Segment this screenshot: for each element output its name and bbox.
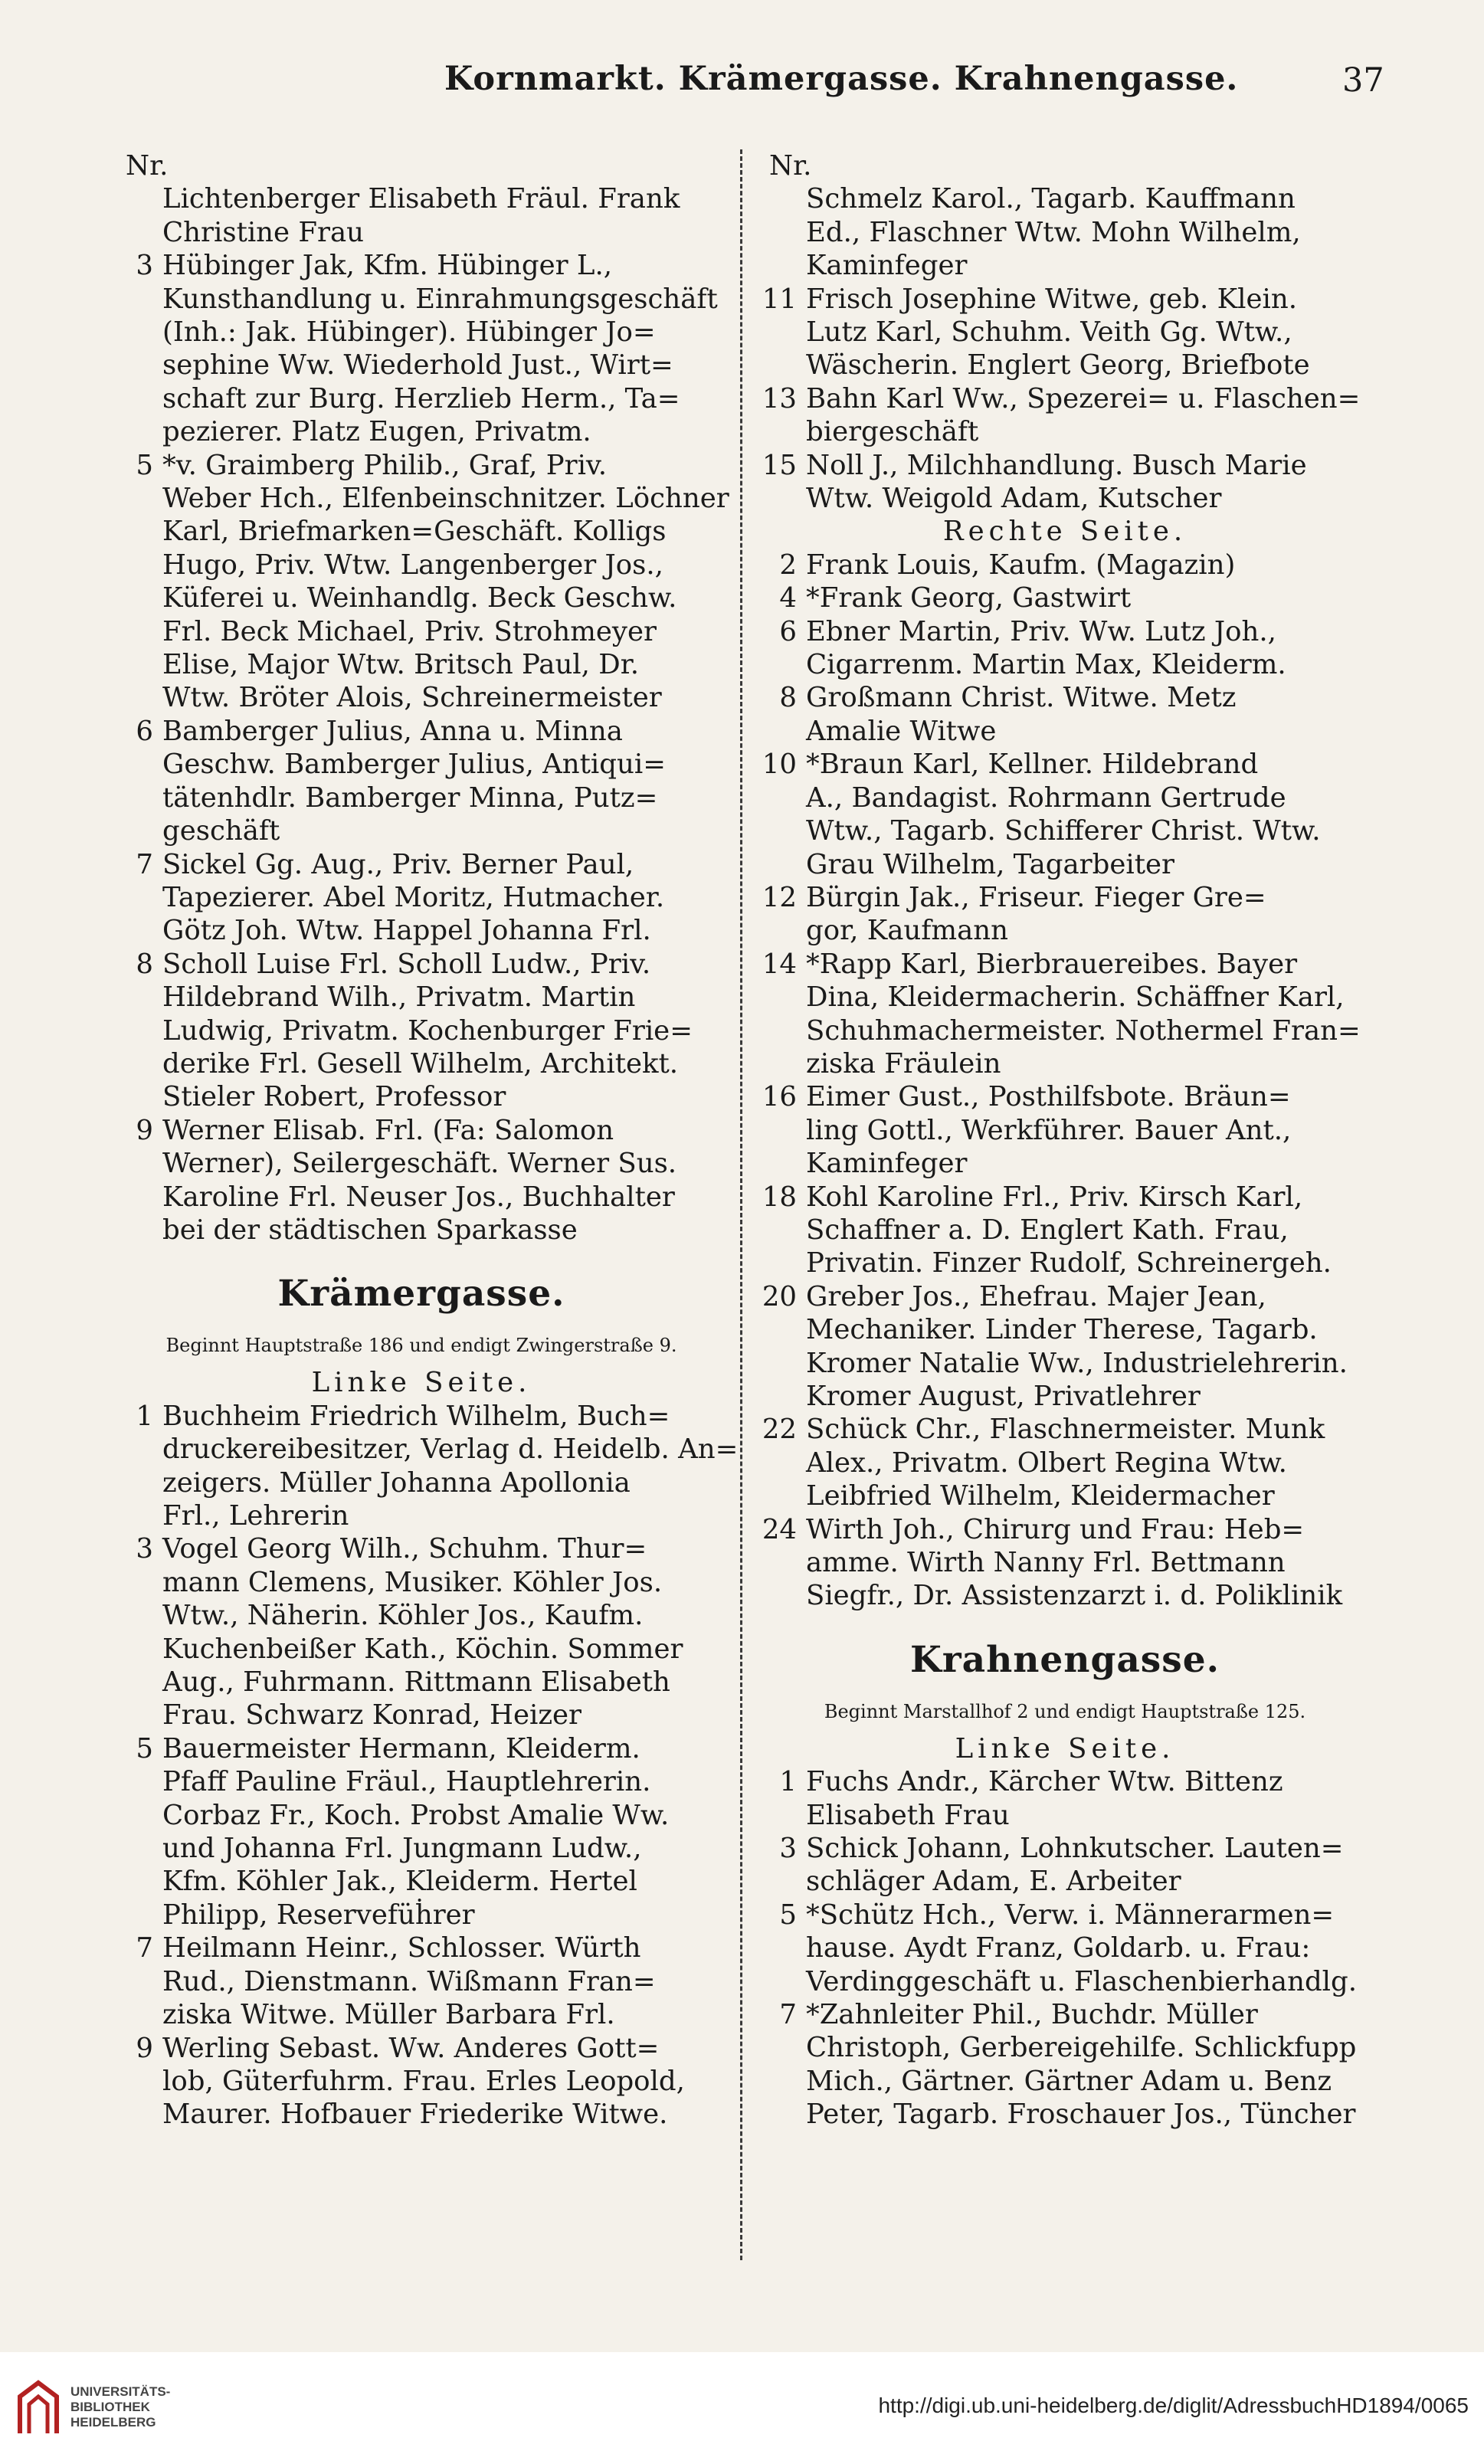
house-number: 9 <box>136 2032 153 2064</box>
entry-line: *Rapp Karl, Bierbrauereibes. Bayer <box>806 948 1298 980</box>
entry-line: Ebner Martin, Priv. Ww. Lutz Joh., <box>806 615 1276 647</box>
house-number: 7 <box>136 848 153 880</box>
entry-line: Hübinger Jak, Kfm. Hübinger L., <box>162 250 613 282</box>
entry-line: *Schütz Hch., Verw. i. Männerarmen= <box>806 1899 1335 1931</box>
entry-line: Fuchs Andr., Kärcher Wtw. Bittenz <box>806 1766 1283 1798</box>
viewer-footer <box>0 2352 1484 2464</box>
entry-line: ling Gottl., Werkführer. Bauer Ant., <box>806 1114 1292 1146</box>
address-entry <box>758 681 1371 748</box>
entry-line: Elisabeth Frau <box>806 1799 1010 1831</box>
entry-line: Weber Hch., Elfenbeinschnitzer. Löchner <box>162 483 729 515</box>
section-title: Krahnengasse. <box>910 1638 1220 1681</box>
entry-line: derike Frl. Gesell Wilhelm, Architekt. <box>162 1047 679 1080</box>
address-entry <box>758 582 1371 614</box>
entry-line: tätenhdlr. Bamberger Minna, Putz= <box>162 781 658 814</box>
entry-line: Schück Chr., Flaschnermeister. Munk <box>806 1414 1325 1446</box>
entry-line: Kaminfeger <box>806 250 968 282</box>
entry-line: Leibfried Wilhelm, Kleidermacher <box>806 1480 1275 1512</box>
house-number: 6 <box>779 615 797 647</box>
source-url-link[interactable]: http://digi.ub.uni-heidelberg.de/diglit/AdressbuchHD1894/0065 <box>878 2394 1469 2417</box>
house-number: 7 <box>779 1999 797 2031</box>
entry-line: Alex., Privatm. Olbert Regina Wtw. <box>806 1447 1287 1479</box>
address-entry <box>758 1513 1371 1613</box>
entry-line: Maurer. Hofbauer Friederike Witwe. <box>162 2099 668 2131</box>
house-number: 9 <box>136 1114 153 1146</box>
house-number: 10 <box>762 749 797 781</box>
entry-line: Karl, Briefmarken=Geschäft. Kolligs <box>162 516 667 548</box>
house-number: 7 <box>136 1932 153 1964</box>
side-heading: Linke Seite. <box>955 1732 1175 1764</box>
entry-line: zeigers. Müller Johanna Apollonia <box>162 1466 631 1499</box>
entry-line: Vogel Georg Wilh., Schuhm. Thur= <box>162 1533 647 1565</box>
house-number: 11 <box>762 283 797 315</box>
page-number: 37 <box>1342 61 1384 100</box>
address-entry <box>758 748 1371 881</box>
entry-line: Kuchenbeißer Kath., Köchin. Sommer <box>162 1633 683 1665</box>
house-number: 22 <box>762 1414 797 1446</box>
entry-line: bei der städtischen Sparkasse <box>162 1214 578 1246</box>
house-number: 5 <box>779 1899 797 1931</box>
address-entry <box>758 1181 1371 1280</box>
entry-line: Elise, Major Wtw. Britsch Paul, Dr. <box>162 649 640 681</box>
entry-line: ziska Witwe. Müller Barbara Frl. <box>162 1999 615 2031</box>
entry-line: Mechaniker. Linder Therese, Tagarb. <box>806 1314 1318 1346</box>
section-title: Krämergasse. <box>277 1273 565 1316</box>
address-entry <box>115 249 728 448</box>
library-logo-icon <box>15 2380 61 2436</box>
entry-line: Kaminfeger <box>806 1148 968 1180</box>
address-entry <box>758 449 1371 516</box>
entry-line: Wtw. Weigold Adam, Kutscher <box>806 483 1222 515</box>
entry-line: Kromer Natalie Ww., Industrielehrerin. <box>806 1347 1348 1379</box>
address-entry <box>758 1280 1371 1414</box>
side-heading: Rechte Seite. <box>942 516 1188 548</box>
entry-line: Dina, Kleidermacherin. Schäffner Karl, <box>806 981 1345 1014</box>
column-divider <box>740 149 742 2260</box>
entry-line: Eimer Gust., Posthilfsbote. Bräun= <box>806 1081 1291 1113</box>
entry-line: Hugo, Priv. Wtw. Langenberger Jos., <box>162 549 663 581</box>
house-number: 18 <box>762 1181 797 1213</box>
house-number: 14 <box>762 948 797 980</box>
address-entry <box>115 1732 728 1932</box>
entry-line: Lichtenberger Elisabeth Fräul. Frank <box>162 183 680 215</box>
house-number: 5 <box>136 449 153 481</box>
house-number: 3 <box>136 250 153 282</box>
entry-line: Frisch Josephine Witwe, geb. Klein. <box>806 283 1297 315</box>
entry-line: Großmann Christ. Witwe. Metz <box>806 682 1237 714</box>
address-entry <box>758 1832 1371 1899</box>
entry-line: Schuhmachermeister. Nothermel Fran= <box>806 1014 1361 1047</box>
house-number: 1 <box>136 1400 153 1432</box>
address-entry <box>115 2032 728 2131</box>
entry-line: schaft zur Burg. Herzlieb Herm., Ta= <box>162 382 680 414</box>
entry-line: Scholl Luise Frl. Scholl Ludw., Priv. <box>162 948 651 980</box>
entry-line: Wtw., Näherin. Köhler Jos., Kaufm. <box>162 1600 644 1632</box>
entry-line: Pfaff Pauline Fräul., Hauptlehrerin. <box>162 1766 651 1798</box>
entry-list <box>758 283 1371 516</box>
entry-line: *Braun Karl, Kellner. Hildebrand <box>806 749 1259 781</box>
address-entry <box>115 1932 728 2031</box>
entry-line: Werling Sebast. Ww. Anderes Gott= <box>162 2032 660 2064</box>
entry-line: Schmelz Karol., Tagarb. Kauffmann <box>806 183 1296 215</box>
entry-line: Götz Joh. Wtw. Happel Johanna Frl. <box>162 915 651 947</box>
entry-line: Greber Jos., Ehefrau. Majer Jean, <box>806 1280 1266 1312</box>
address-entry <box>115 449 728 715</box>
house-number: 12 <box>762 881 797 913</box>
logo-line: BIBLIOTHEK <box>70 2400 150 2414</box>
address-entry <box>115 1114 728 1247</box>
section-subtitle: Beginnt Hauptstraße 186 und endigt Zwingerstraße 9. <box>165 1335 677 1357</box>
entry-line: *Zahnleiter Phil., Buchdr. Müller <box>806 1999 1258 2031</box>
entry-line: pezierer. Platz Eugen, Privatm. <box>162 416 591 448</box>
page-header <box>0 60 1484 113</box>
entry-line: Kohl Karoline Frl., Priv. Kirsch Karl, <box>806 1181 1303 1213</box>
entry-line: Karoline Frl. Neuser Jos., Buchhalter <box>162 1181 675 1213</box>
address-entry <box>758 1413 1371 1512</box>
address-entry <box>115 715 728 848</box>
library-logo-text <box>70 2384 170 2430</box>
entry-line: *v. Graimberg Philib., Graf, Priv. <box>162 449 608 481</box>
entry-line: Verdinggeschäft u. Flaschenbierhandlg. <box>806 1965 1358 1997</box>
entry-line: geschäft <box>162 815 280 847</box>
entry-line: mann Clemens, Musiker. Köhler Jos. <box>162 1566 663 1598</box>
house-number: 15 <box>762 449 797 481</box>
address-entry <box>758 948 1371 1081</box>
continued-entry <box>758 182 1371 282</box>
entry-line: Privatin. Finzer Rudolf, Schreinergeh. <box>806 1247 1332 1280</box>
logo-line: HEIDELBERG <box>70 2415 156 2430</box>
entry-line: Peter, Tagarb. Froschauer Jos., Tüncher <box>806 2099 1356 2131</box>
address-entry <box>758 382 1371 449</box>
house-number: 2 <box>779 549 797 581</box>
entry-line: Heilmann Heinr., Schlosser. Würth <box>162 1932 641 1964</box>
entry-line: Kfm. Köhler Jak., Kleiderm. Hertel <box>162 1866 637 1898</box>
entry-line: Hildebrand Wilh., Privatm. Martin <box>162 981 636 1014</box>
entry-line: Tapezierer. Abel Moritz, Hutmacher. <box>162 881 665 913</box>
entry-line: gor, Kaufmann <box>806 915 1008 947</box>
section-subtitle: Beginnt Marstallhof 2 und endigt Hauptstraße 125. <box>824 1700 1306 1722</box>
house-number: 1 <box>779 1766 797 1798</box>
entry-list <box>115 249 728 1247</box>
address-entry <box>115 848 728 948</box>
address-entry <box>758 283 1371 382</box>
entry-line: Wirth Joh., Chirurg und Frau: Heb= <box>806 1513 1305 1545</box>
address-entry <box>115 948 728 1114</box>
address-entry <box>115 1400 739 1533</box>
entry-line: Wtw. Bröter Alois, Schreinermeister <box>162 682 662 714</box>
entry-line: biergeschäft <box>806 416 979 448</box>
nr-heading: Nr. <box>126 150 169 182</box>
entry-line: Bamberger Julius, Anna u. Minna <box>162 715 623 747</box>
entry-line: Kunsthandlung u. Einrahmungsgeschäft <box>162 283 718 315</box>
entry-line: Lutz Karl, Schuhm. Veith Gg. Wtw., <box>806 316 1292 349</box>
house-number: 13 <box>762 382 797 414</box>
continued-entry <box>115 182 728 249</box>
side-heading: Linke Seite. <box>311 1367 532 1399</box>
running-title: Kornmarkt. Krämergasse. Krahnengasse. <box>444 60 1239 98</box>
house-number: 8 <box>136 948 153 980</box>
entry-line: Werner), Seilergeschäft. Werner Sus. <box>162 1148 677 1180</box>
entry-line: Bauermeister Hermann, Kleiderm. <box>162 1732 640 1764</box>
entry-list <box>758 1765 1371 2131</box>
house-number: 3 <box>136 1533 153 1565</box>
entry-line: Ludwig, Privatm. Kochenburger Frie= <box>162 1014 693 1047</box>
entry-line: sephine Ww. Wiederhold Just., Wirt= <box>162 349 673 382</box>
entry-line: Frl. Beck Michael, Priv. Strohmeyer <box>162 615 657 647</box>
entry-line: Corbaz Fr., Koch. Probst Amalie Ww. <box>162 1799 670 1831</box>
entry-line: Grau Wilhelm, Tagarbeiter <box>806 848 1174 880</box>
entry-line: *Frank Georg, Gastwirt <box>806 582 1132 614</box>
address-entry <box>758 1899 1371 1998</box>
entry-line: Christoph, Gerbereigehilfe. Schlickfupp <box>806 2032 1357 2064</box>
entry-line: Frau. Schwarz Konrad, Heizer <box>162 1699 582 1732</box>
entry-line: lob, Güterfuhrm. Frau. Erles Leopold, <box>162 2065 685 2097</box>
entry-list <box>758 549 1371 1613</box>
house-number: 20 <box>762 1280 797 1312</box>
house-number: 24 <box>762 1513 797 1545</box>
address-entry <box>758 1080 1371 1180</box>
entry-line: Philipp, Reservefüḣrer <box>162 1899 475 1931</box>
entry-list <box>115 1400 739 2131</box>
house-number: 8 <box>779 682 797 714</box>
entry-line: amme. Wirth Nanny Frl. Bettmann <box>806 1547 1286 1579</box>
entry-line: Wäscherin. Englert Georg, Briefbote <box>806 349 1310 382</box>
entry-line: Kromer August, Privatlehrer <box>806 1381 1201 1412</box>
entry-line: hause. Aydt Franz, Goldarb. u. Frau: <box>806 1932 1311 1964</box>
entry-line: Küferei u. Weinhandlg. Beck Geschw. <box>162 582 677 614</box>
entry-line: Frl., Lehrerin <box>162 1500 349 1532</box>
house-number: 5 <box>136 1732 153 1764</box>
entry-line: Frank Louis, Kaufm. (Magazin) <box>806 549 1236 581</box>
entry-line: Siegfr., Dr. Assistenzarzt i. d. Poliklinik <box>806 1580 1343 1612</box>
entry-line: Rud., Dienstmann. Wißmann Fran= <box>162 1965 656 1997</box>
right-column <box>758 149 1371 2131</box>
entry-line: Schick Johann, Lohnkutscher. Lauten= <box>806 1833 1344 1865</box>
address-entry <box>115 1532 728 1732</box>
house-number: 3 <box>779 1833 797 1865</box>
entry-line: (Inh.: Jak. Hübinger). Hübinger Jo= <box>162 316 656 349</box>
entry-line: Bürgin Jak., Friseur. Fieger Gre= <box>806 881 1266 913</box>
address-entry <box>758 881 1371 948</box>
entry-line: Schaffner a. D. Englert Kath. Frau, <box>806 1214 1289 1246</box>
house-number: 4 <box>779 582 797 614</box>
entry-line: Sickel Gg. Aug., Priv. Berner Paul, <box>162 848 634 880</box>
logo-line: UNIVERSITÄTS- <box>70 2384 171 2399</box>
entry-line: Noll J., Milchhandlung. Busch Marie <box>806 449 1307 481</box>
entry-line: Wtw., Tagarb. Schifferer Christ. Wtw. <box>806 815 1321 847</box>
address-entry <box>758 1765 1371 1832</box>
entry-line: schläger Adam, E. Arbeiter <box>806 1866 1181 1898</box>
entry-line: Bahn Karl Ww., Spezerei= u. Flaschen= <box>806 382 1361 414</box>
entry-line: Amalie Witwe <box>806 715 997 747</box>
left-column <box>115 149 739 2131</box>
entry-line: Mich., Gärtner. Gärtner Adam u. Benz <box>806 2065 1332 2097</box>
entry-line: druckereibesitzer, Verlag d. Heidelb. An= <box>162 1434 739 1466</box>
entry-line: Christine Frau <box>162 216 364 248</box>
address-entry <box>758 1998 1371 2131</box>
entry-line: Ed., Flaschner Wtw. Mohn Wilhelm, <box>806 216 1301 248</box>
entry-line: Buchheim Friedrich Wilhelm, Buch= <box>162 1400 670 1432</box>
house-number: 6 <box>136 715 153 747</box>
house-number: 16 <box>762 1081 797 1113</box>
entry-line: Aug., Fuhrmann. Rittmann Elisabeth <box>162 1666 670 1699</box>
entry-line: A., Bandagist. Rohrmann Gertrude <box>806 781 1286 814</box>
address-entry <box>758 615 1371 682</box>
entry-line: Stieler Robert, Professor <box>162 1081 506 1113</box>
entry-line: Werner Elisab. Frl. (Fa: Salomon <box>162 1114 614 1146</box>
address-entry <box>758 549 1371 582</box>
entry-line: ziska Fräulein <box>806 1047 1001 1080</box>
entry-line: Geschw. Bamberger Julius, Antiqui= <box>162 749 666 781</box>
entry-line: Cigarrenm. Martin Max, Kleiderm. <box>806 649 1286 681</box>
entry-line: und Johanna Frl. Jungmann Ludw., <box>162 1833 642 1865</box>
nr-heading: Nr. <box>769 150 812 182</box>
